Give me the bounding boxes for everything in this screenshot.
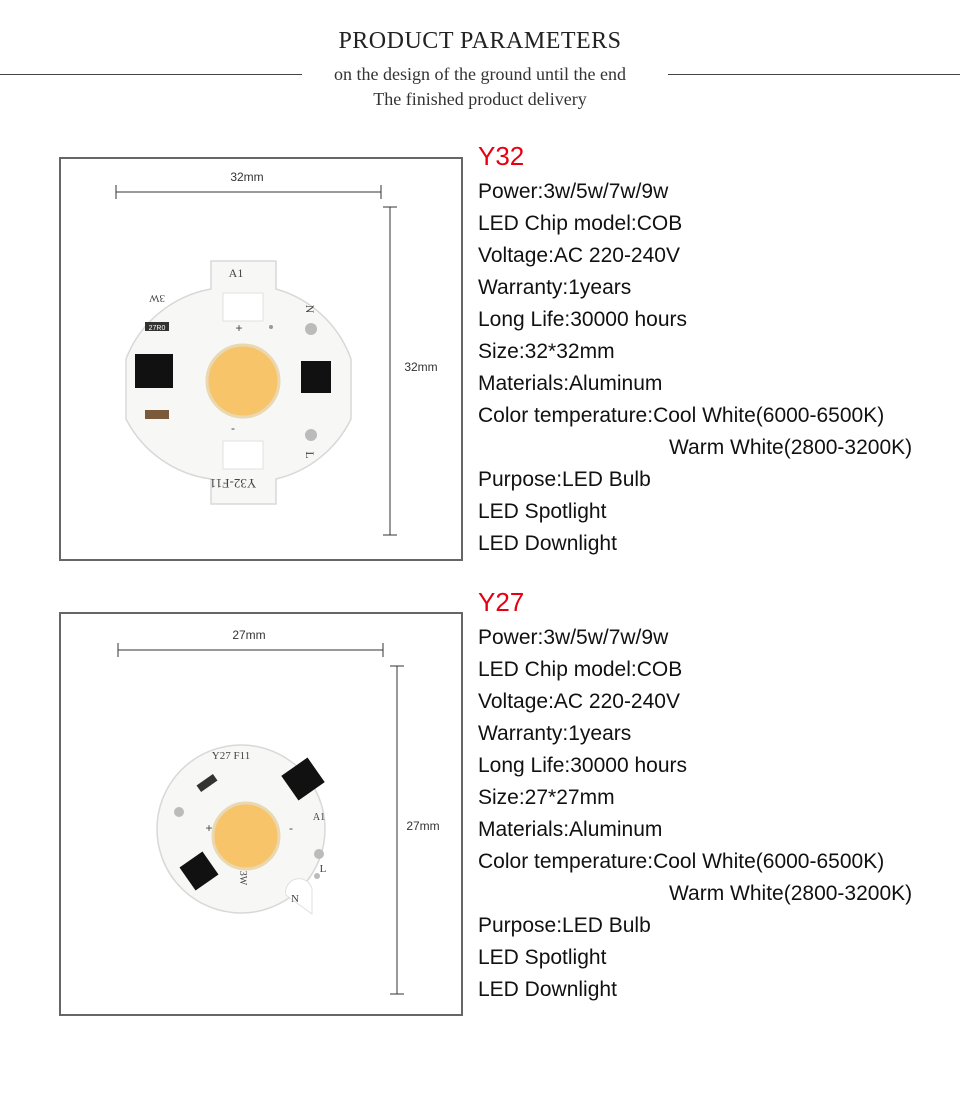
y32-height-label: 32mm bbox=[404, 360, 438, 374]
subtitle-line2: The finished product delivery bbox=[373, 89, 587, 109]
spec-voltage: Voltage:AC 220-240V bbox=[478, 690, 680, 713]
spec-materials: Materials:Aluminum bbox=[478, 372, 663, 395]
spec-life: Long Life:30000 hours bbox=[478, 308, 688, 331]
y32-3w-label: 3W bbox=[149, 292, 165, 304]
product-image-y27 bbox=[59, 612, 463, 1016]
y27-3w-label: 3W bbox=[237, 870, 248, 886]
spec-purpose: Purpose:LED Bulb bbox=[478, 468, 651, 491]
y32-minus-label: - bbox=[231, 421, 235, 435]
y32-a1-label: A1 bbox=[228, 266, 244, 280]
subtitle-line1: on the design of the ground until the end bbox=[0, 64, 960, 85]
product-image-y32 bbox=[59, 157, 463, 561]
spec-purpose-3: LED Downlight bbox=[478, 978, 617, 1001]
spec-warranty: Warranty:1years bbox=[478, 276, 632, 299]
y32-pcb-label: Y32-F11 bbox=[209, 476, 257, 491]
y32-l-label: L bbox=[303, 451, 317, 459]
spec-color-cool: Color temperature:Cool White(6000-6500K) bbox=[478, 850, 885, 873]
y27-pcb bbox=[157, 745, 325, 914]
spec-color-warm: Warm White(2800-3200K) bbox=[669, 436, 913, 459]
spec-materials: Materials:Aluminum bbox=[478, 818, 663, 841]
y27-width-label: 27mm bbox=[232, 628, 266, 642]
page-header bbox=[0, 0, 960, 120]
spec-chip: LED Chip model:COB bbox=[478, 212, 683, 235]
spec-purpose-3: LED Downlight bbox=[478, 532, 617, 555]
spec-chip: LED Chip model:COB bbox=[478, 658, 683, 681]
y27-plus-label: + bbox=[205, 821, 213, 835]
spec-power: Power:3w/5w/7w/9w bbox=[478, 180, 669, 203]
spec-size: Size:32*32mm bbox=[478, 340, 615, 363]
specs-y32 bbox=[478, 140, 912, 560]
y27-a1-label: A1 bbox=[312, 812, 326, 823]
y32-n-label: N bbox=[303, 304, 317, 314]
spec-warranty: Warranty:1years bbox=[478, 722, 632, 745]
y32-width-label: 32mm bbox=[230, 170, 264, 184]
y27-pcb-drawing bbox=[61, 614, 461, 1014]
y32-resistor-label: 27R0 bbox=[148, 325, 166, 332]
model-title-y27: Y27 bbox=[478, 587, 525, 617]
y27-height-label: 27mm bbox=[406, 819, 440, 833]
y32-plus-label: + bbox=[235, 321, 243, 335]
y32-pcb-drawing bbox=[61, 159, 461, 559]
spec-color-warm: Warm White(2800-3200K) bbox=[669, 882, 913, 905]
spec-color-cool: Color temperature:Cool White(6000-6500K) bbox=[478, 404, 885, 427]
y27-l-label: L bbox=[319, 863, 327, 875]
model-title-y32: Y32 bbox=[478, 141, 525, 171]
spec-size: Size:27*27mm bbox=[478, 786, 615, 809]
y27-minus-label: - bbox=[289, 821, 293, 835]
spec-life: Long Life:30000 hours bbox=[478, 754, 688, 777]
y27-n-label: N bbox=[291, 893, 299, 905]
specs-y27 bbox=[478, 586, 912, 1006]
spec-purpose-2: LED Spotlight bbox=[478, 946, 607, 969]
spec-purpose: Purpose:LED Bulb bbox=[478, 914, 651, 937]
spec-power: Power:3w/5w/7w/9w bbox=[478, 626, 669, 649]
spec-purpose-2: LED Spotlight bbox=[478, 500, 607, 523]
y27-pcb-label: Y27 F11 bbox=[211, 750, 251, 762]
page-title: PRODUCT PARAMETERS bbox=[338, 28, 622, 54]
spec-voltage: Voltage:AC 220-240V bbox=[478, 244, 680, 267]
